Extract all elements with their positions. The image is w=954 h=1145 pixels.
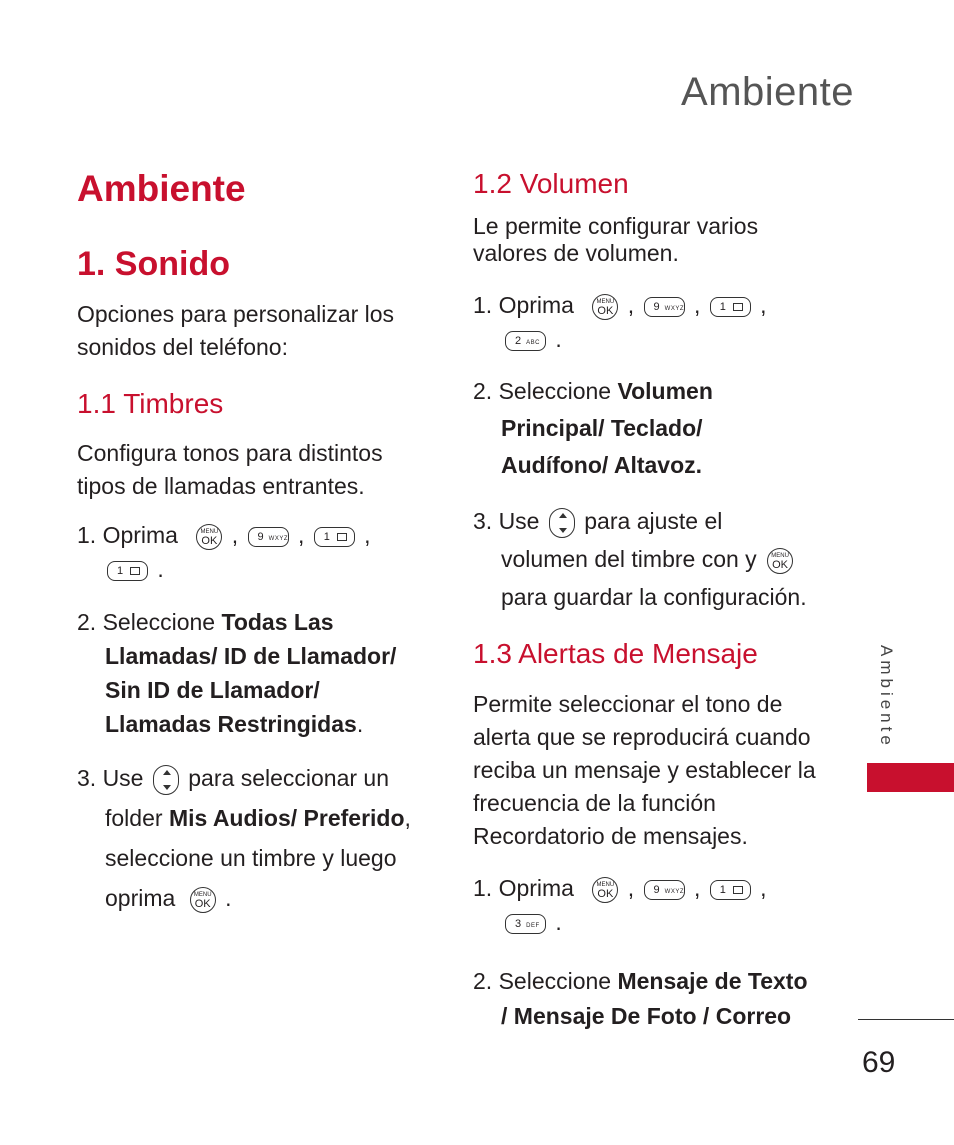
section-intro: Opciones para personalizar los sonidos del teléfono: <box>77 301 395 360</box>
key-9-icon: 9 WXYZ <box>644 880 685 900</box>
key-1-icon: 1 <box>314 527 355 547</box>
volumen-step-3: 3. Use para ajuste el volumen del timbre con y MENU OK para guardar la configuración. <box>473 508 807 610</box>
subsection-title-timbres: 1.1 Timbres <box>77 388 224 419</box>
key-3-icon: 3 DEF <box>505 914 546 934</box>
alertas-description: Permite seleccionar el tono de alerta que se reproducirá cuando reciba un mensaje y establecer la frecuencia de la función Recordatorio de mensajes. <box>473 691 816 849</box>
volumen-step-1: 1. Oprima MENU OK , 9 WXYZ , 1 , 2 ABC . <box>473 292 767 352</box>
key-1-icon: 1 <box>107 561 148 581</box>
key-9-icon: 9 WXYZ <box>248 527 289 547</box>
timbres-step-1: 1. Oprima MENU OK , 9 WXYZ , 1 , 1 . <box>77 522 371 582</box>
timbres-description: Configura tonos para distintos tipos de llamadas entrantes. <box>77 440 383 499</box>
side-tab-label: Ambiente <box>877 645 896 749</box>
alertas-step-2: 2. Seleccione Mensaje de Texto / Mensaje De Foto / Correo <box>473 968 808 1029</box>
menu-ok-key-icon: MENU OK <box>592 877 618 903</box>
volumen-step-2: 2. Seleccione Volumen Principal/ Teclado/ Audífono/ Altavoz. <box>473 378 713 478</box>
menu-ok-key-icon: MENU OK <box>592 294 618 320</box>
menu-ok-key-icon: MENU OK <box>767 548 793 574</box>
subsection-title-alertas: 1.3 Alertas de Mensaje <box>473 638 758 669</box>
volumen-description: Le permite configurar varios valores de volumen. <box>473 213 759 266</box>
section-title: 1. Sonido <box>77 245 230 283</box>
nav-key-icon <box>153 765 179 795</box>
page-number: 69 <box>862 1046 896 1079</box>
key-9-icon: 9 WXYZ <box>644 297 685 317</box>
key-1-icon: 1 <box>710 880 751 900</box>
menu-ok-key-icon: MENU OK <box>196 524 222 550</box>
footer-rule <box>858 1019 954 1020</box>
running-header: Ambiente <box>681 70 854 114</box>
nav-key-icon <box>549 508 575 538</box>
subsection-title-volumen: 1.2 Volumen <box>473 168 629 199</box>
side-tab-marker <box>867 763 954 792</box>
key-1-icon: 1 <box>710 297 751 317</box>
alertas-step-1: 1. Oprima MENU OK , 9 WXYZ , 1 , 3 DEF . <box>473 875 767 935</box>
key-2-icon: 2 ABC <box>505 331 546 351</box>
menu-ok-key-icon: MENU OK <box>190 887 216 913</box>
timbres-step-3: 3. Use para seleccionar un folder Mis Audios/ Preferido, seleccione un timbre y luego oprima MENU OK . <box>77 765 411 911</box>
page-title: Ambiente <box>77 168 246 209</box>
timbres-step-2: 2. Seleccione Todas Las Llamadas/ ID de Llamador/ Sin ID de Llamador/ Llamadas Restringidas. <box>77 609 397 737</box>
